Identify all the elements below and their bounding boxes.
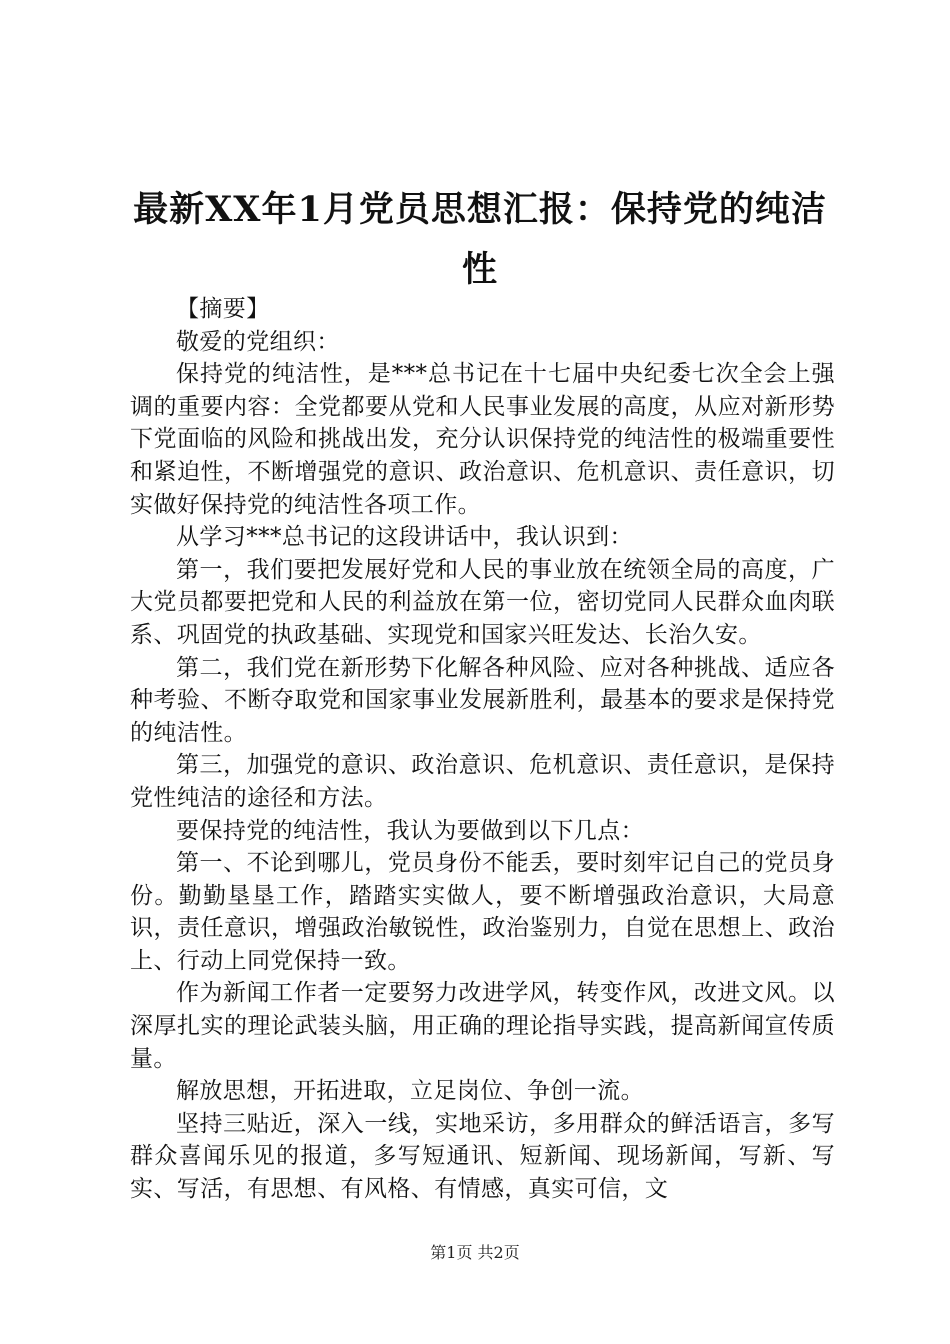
paragraph: 要保持党的纯洁性，我认为要做到以下几点： <box>176 817 644 844</box>
paragraph: 解放思想，开拓进取，立足岗位、争创一流。 <box>176 1078 644 1105</box>
paragraph: 保持党的纯洁性，是***总书记在十七届中央纪委七次全会上强调的重要内容：全党都要从党和人民事业发展的高度，从应对新形势下党面临的风险和挑战出发，充分认识保持党的纯洁性的极端重要性和紧迫性，不断增强党的意识、政治意识、危机意识、责任意识，切实做好保持党的纯洁性各项工作。 <box>130 361 835 518</box>
paragraph: 第一、不论到哪儿，党员身份不能丢，要时刻牢记自己的党员身份。勤勤垦垦工作，踏踏实实做人，要不断增强政治意识，大局意识，责任意识，增强政治敏锐性，政治鉴别力，自觉在思想上、政治上、行动上同党保持一致。 <box>130 850 835 974</box>
paragraph: 第三，加强党的意识、政治意识、危机意识、责任意识，是保持党性纯洁的途径和方法。 <box>130 752 835 811</box>
paragraph: 作为新闻工作者一定要努力改进学风，转变作风，改进文风。以深厚扎实的理论武装头脑，用正确的理论指导实践，提高新闻宣传质量。 <box>130 980 835 1072</box>
document-title: 最新XX年1月党员思想汇报：保持党的纯洁性 <box>133 189 827 290</box>
document-body <box>130 293 835 1206</box>
page-number-footer: 第1页 共2页 <box>430 1243 520 1262</box>
paragraph: 第二，我们党在新形势下化解各种风险、应对各种挑战、适应各种考验、不断夺取党和国家事业发展新胜利，最基本的要求是保持党的纯洁性。 <box>130 654 835 746</box>
paragraph: 坚持三贴近，深入一线，实地采访，多用群众的鲜活语言，多写群众喜闻乐见的报道，多写短通讯、短新闻、现场新闻，写新、写实、写活，有思想、有风格、有情感，真实可信，文 <box>130 1110 835 1203</box>
paragraph: 第一，我们要把发展好党和人民的事业放在统领全局的高度，广大党员都要把党和人民的利益放在第一位，密切党同人民群众血肉联系、巩固党的执政基础、实现党和国家兴旺发达、长治久安。 <box>130 556 835 648</box>
paragraph-abstract-label: 【摘要】 <box>176 296 270 322</box>
paragraph-salutation: 敬爱的党组织： <box>176 328 340 355</box>
paragraph: 从学习***总书记的这段讲话中，我认识到： <box>176 524 633 551</box>
